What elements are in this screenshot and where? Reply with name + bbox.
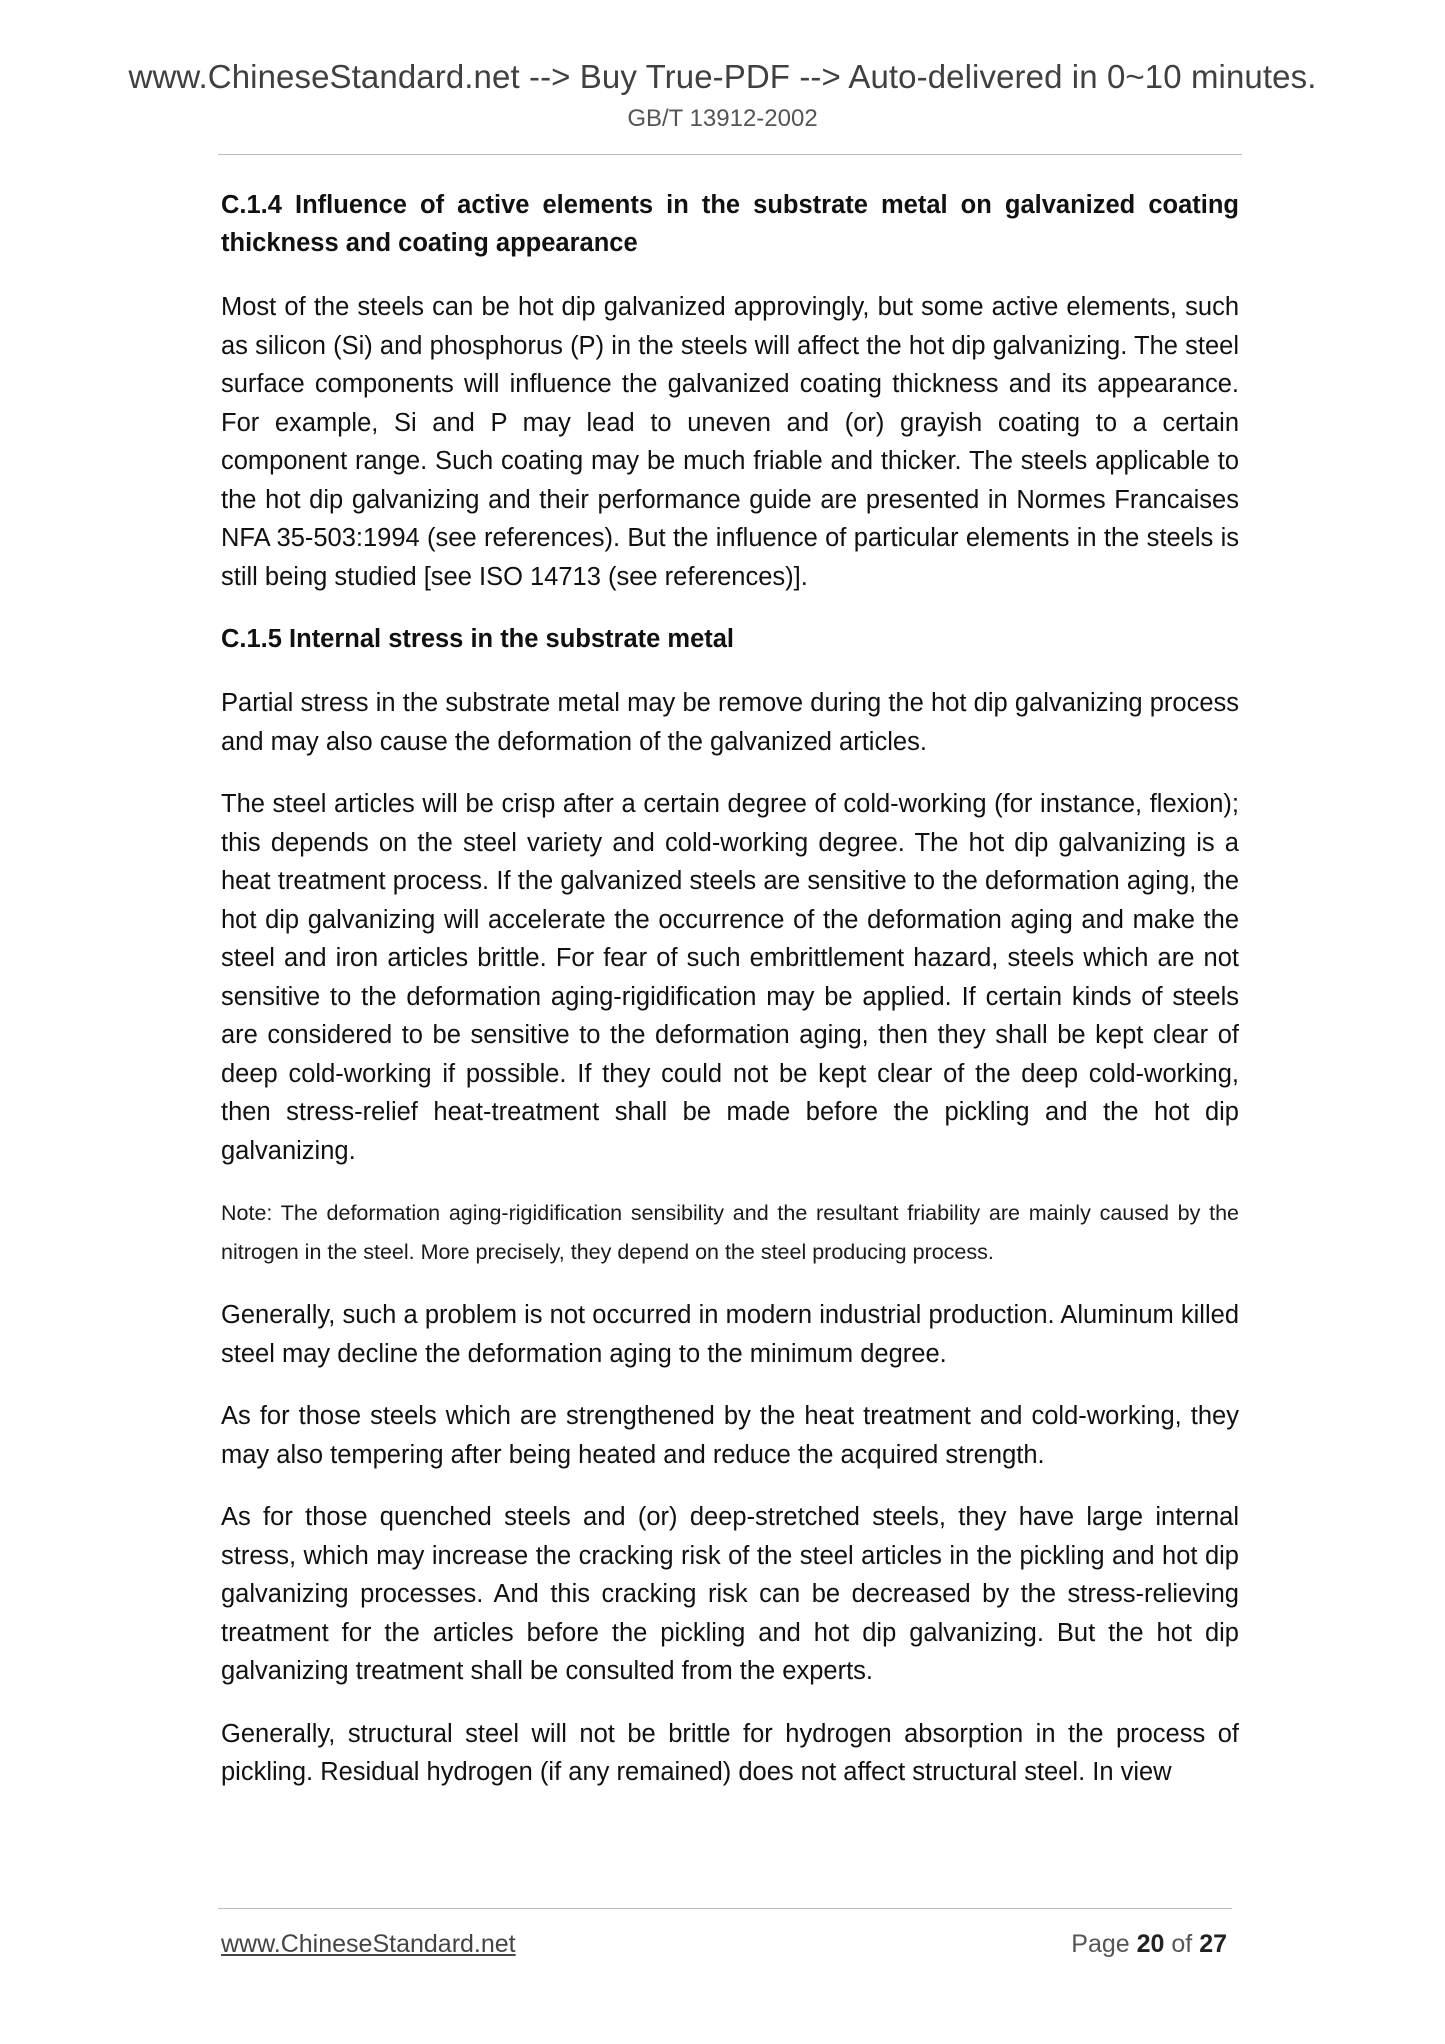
page-word: Page — [1071, 1930, 1130, 1958]
page-indicator — [1071, 1930, 1227, 1959]
paragraph-c15-3: Generally, such a problem is not occurred in modern industrial production. Aluminum killed steel may decline the deformation aging to the minimum degree. — [221, 1301, 1239, 1368]
document-body — [221, 186, 1239, 1816]
paragraph-c14: Most of the steels can be hot dip galvanized approvingly, but some active elements, such as silicon (Si) and phosphorus (P) in the steels will affect the hot dip galvanizing. The steel surface components will influence the galvanized coating thickness and its appearance. For example, Si and P may lead to uneven and (or) grayish coating to a certain component range. Such coating may be much friable and thicker. The steels applicable to the hot dip galvanizing and their performance guide are presented in Normes Francaises NFA 35-503:1994 (see references). But the influence of particular elements in the steels is still being studied [see ISO 14713 (see references)]. — [221, 293, 1239, 591]
standard-code: GB/T 13912-2002 — [627, 105, 818, 132]
paragraph-c15-5: As for those quenched steels and (or) deep-stretched steels, they have large internal stress, which may increase the cracking risk of the steel articles in the pickling and hot dip galvanizing processes. And this cracking risk can be decreased by the stress-relieving treatment for the articles before the pickling and hot dip galvanizing. But the hot dip galvanizing treatment shall be consulted from the experts. — [221, 1503, 1239, 1685]
section-heading-c14: C.1.4 Influence of active elements in the substrate metal on galvanized coating thickness and coating appearance — [221, 191, 1239, 257]
footer-site-link[interactable]: www.ChineseStandard.net — [221, 1930, 516, 1958]
top-banner: www.ChineseStandard.net --> Buy True-PDF --> Auto-delivered in 0~10 minutes. — [128, 58, 1317, 95]
paragraph-c15-4: As for those steels which are strengthened by the heat treatment and cold-working, they may also tempering after being heated and reduce the acquired strength. — [221, 1402, 1239, 1469]
section-heading-c15: C.1.5 Internal stress in the substrate metal — [221, 625, 735, 653]
page-total: 27 — [1199, 1930, 1227, 1958]
footer-divider — [218, 1908, 1232, 1909]
page-current: 20 — [1136, 1930, 1165, 1958]
header-divider — [218, 154, 1242, 155]
paragraph-c15-1: Partial stress in the substrate metal may be remove during the hot dip galvanizing process and may also cause the deformation of the galvanized articles. — [221, 689, 1239, 756]
paragraph-c15-2: The steel articles will be crisp after a certain degree of cold-working (for instance, flexion); this depends on the steel variety and cold-working degree. The hot dip galvanizing is a heat treatment process. If the galvanized steels are sensitive to the deformation aging, the hot dip galvanizing will accelerate the occurrence of the deformation aging and make the steel and iron articles brittle. For fear of such embrittlement hazard, steels which are not sensitive to the deformation aging-rigidification may be applied. If certain kinds of steels are considered to be sensitive to the deformation aging, then they shall be kept clear of deep cold-working if possible. If they could not be kept clear of the deep cold-working, then stress-relief heat-treatment shall be made before the pickling and the hot dip galvanizing. — [221, 790, 1239, 1165]
page-of-word: of — [1171, 1930, 1193, 1958]
paragraph-c15-6: Generally, structural steel will not be brittle for hydrogen absorption in the process of pickling. Residual hydrogen (if any remained) does not affect structural steel. In view — [221, 1719, 1239, 1786]
note-paragraph: Note: The deformation aging-rigidification sensibility and the resultant friability are mainly caused by the nitrogen in the steel. More precisely, they depend on the steel producing process. — [221, 1201, 1239, 1264]
